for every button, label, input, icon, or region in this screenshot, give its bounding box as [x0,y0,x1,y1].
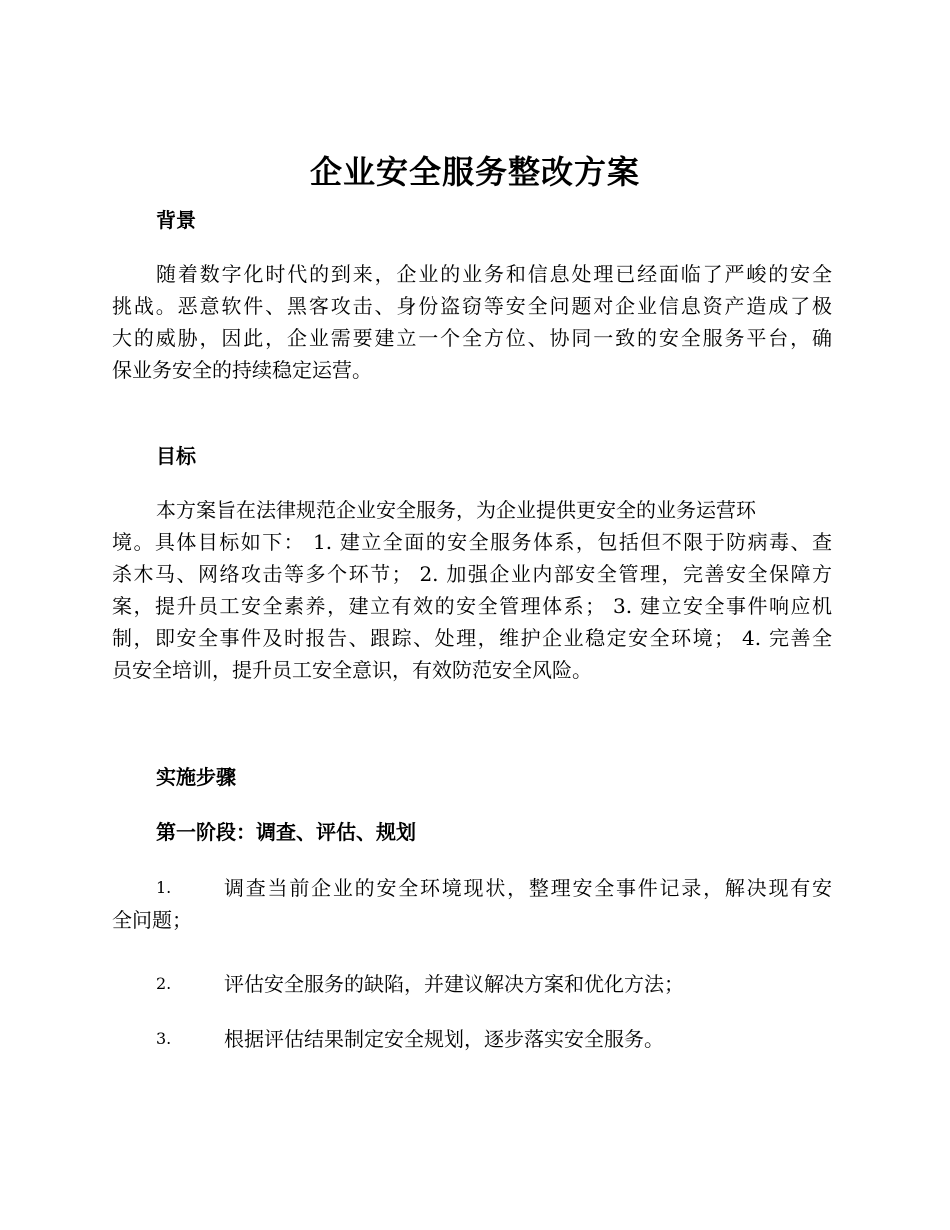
section-heading-background: 背景 [156,208,196,232]
paragraph-line: 挑战。恶意软件、黑客攻击、身份盗窃等安全问题对企业信息资产造成了极 [112,294,832,318]
paragraph-line: 案，提升员工安全素养，建立有效的安全管理体系； 3. 建立安全事件响应机 [112,594,832,618]
list-item [112,1023,832,1055]
paragraph-line: 制，即安全事件及时报告、跟踪、处理，维护企业稳定安全环境； 4. 完善全 [112,626,832,650]
list-text: 调查当前企业的安全环境现状，整理安全事件记录，解决现有安 [224,876,832,900]
paragraph-line: 大的威胁，因此，企业需要建立一个全方位、协同一致的安全服务平台，确 [112,326,832,350]
list-item [112,872,832,936]
paragraph-line: 随着数字化时代的到来，企业的业务和信息处理已经面临了严峻的安全 [156,262,832,286]
section-heading-steps: 实施步骤 [156,765,236,789]
list-number: 3. [156,1029,172,1048]
document-title: 企业安全服务整改方案 [309,153,640,191]
list-text: 评估安全服务的缺陷，并建议解决方案和优化方法； [224,972,684,996]
paragraph-line: 境。具体目标如下： 1. 建立全面的安全服务体系，包括但不限于防病毒、查 [112,530,832,554]
section-heading-goals: 目标 [156,444,196,468]
paragraph-line: 本方案旨在法律规范企业安全服务，为企业提供更安全的业务运营环 [156,498,756,522]
list-item [112,968,832,1000]
paragraph-line: 杀木马、网络攻击等多个环节； 2. 加强企业内部安全管理，完善安全保障方 [112,562,832,586]
goals-paragraph [112,494,832,686]
list-text-continuation: 全问题； [112,908,192,932]
paragraph-line: 保业务安全的持续稳定运营。 [112,358,372,382]
phase-heading: 第一阶段：调查、评估、规划 [156,820,416,844]
paragraph-line: 员安全培训，提升员工安全意识，有效防范安全风险。 [112,658,592,682]
list-text: 根据评估结果制定安全规划，逐步落实安全服务。 [224,1027,664,1051]
background-paragraph [112,258,832,386]
list-number: 1. [156,878,172,897]
list-number: 2. [156,974,172,993]
